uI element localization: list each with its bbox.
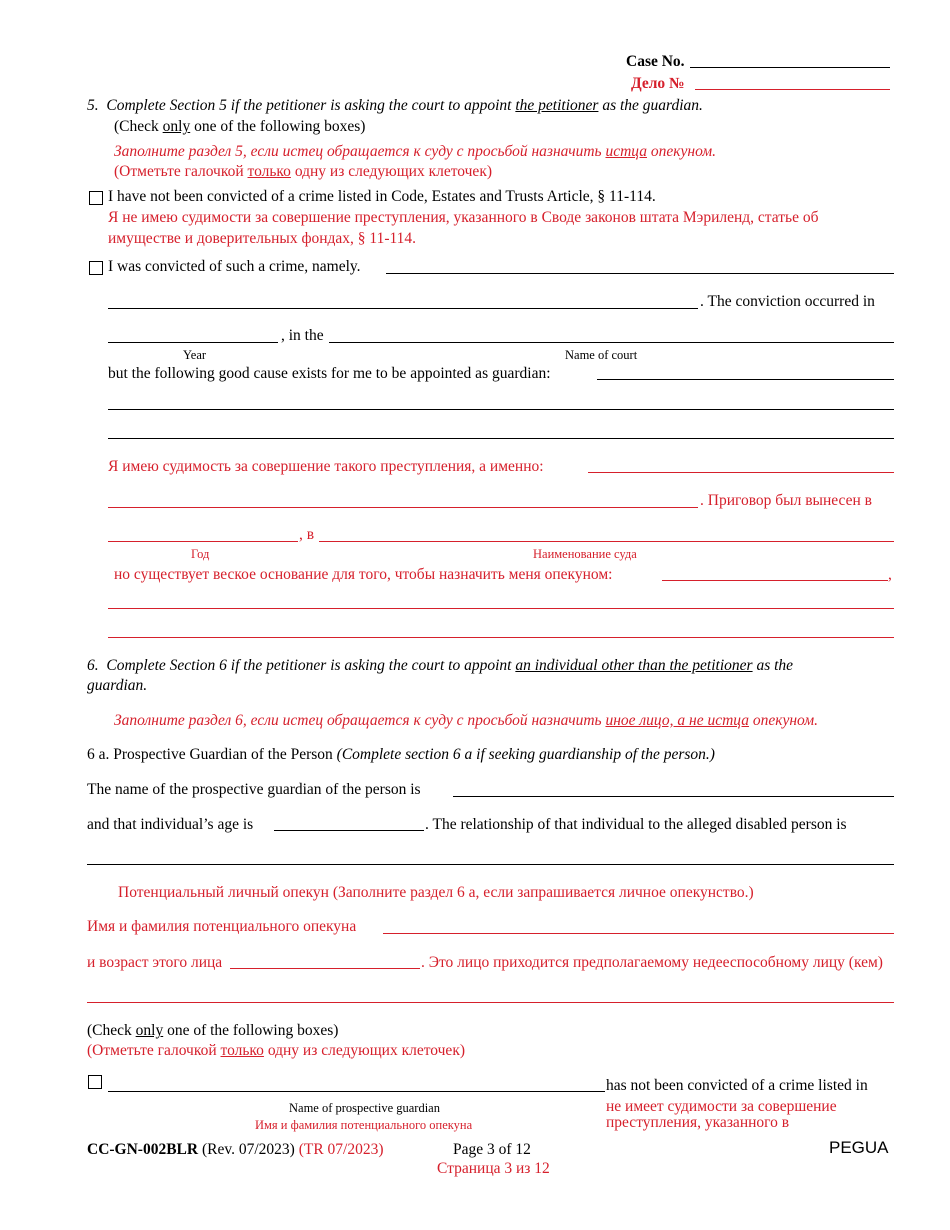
prospective-guardian-caption: Name of prospective guardian: [289, 1101, 440, 1115]
option-not-convicted-text: I have not been convicted of a crime listed in Code, Estates and Trusts Article, § 11-114.: [108, 188, 656, 205]
guardian-not-convicted-ru-1: не имеет судимости за совершение: [606, 1098, 837, 1115]
section5-check-note-ru: (Отметьте галочкой только одну из следующих клеточек): [114, 163, 493, 180]
conviction-year-field[interactable]: [108, 342, 278, 343]
section5-number: 5.: [87, 97, 99, 114]
relationship-field[interactable]: [87, 864, 894, 865]
section6-instruction-ru: Заполните раздел 6, если истец обращается к суду с просьбой назначить иное лицо, а не истца опекуном.: [114, 712, 818, 729]
prospective-guardian-caption-ru: Имя и фамилия потенциального опекуна: [255, 1118, 473, 1132]
option-was-convicted-text: I was convicted of such a crime, namely.: [108, 258, 361, 275]
ru-sentence-label: . Приговор был вынесен в: [700, 492, 872, 509]
guardian-name-label-ru: Имя и фамилия потенциального опекуна: [87, 918, 357, 935]
section6-number: 6.: [87, 657, 99, 674]
ru-comma: ,: [888, 566, 892, 583]
good-cause-field-3[interactable]: [108, 438, 894, 439]
footer-form-code: PEGUA: [829, 1138, 889, 1157]
guardian-name-field[interactable]: [453, 796, 894, 797]
ru-year-field[interactable]: [108, 541, 298, 542]
guardian-name-field-ru[interactable]: [383, 933, 894, 934]
guardian-not-convicted-text: has not been convicted of a crime listed in: [606, 1077, 868, 1094]
guardian-age-label-ru: и возраст этого лица: [87, 954, 223, 971]
checkbox-guardian-not-convicted[interactable]: [88, 1075, 102, 1089]
crime-field-cont[interactable]: [108, 308, 698, 309]
relationship-label: . The relationship of that individual to the alleged disabled person is: [425, 816, 847, 833]
checkbox-was-convicted[interactable]: [89, 261, 103, 275]
section6-instruction: 6. Complete Section 6 if the petitioner is asking the court to appoint an individual other than the petitioner as the: [87, 657, 794, 674]
good-cause-field[interactable]: [597, 379, 894, 380]
case-no-label-ru: Дело №: [631, 75, 685, 92]
ru-good-cause-field-2[interactable]: [108, 608, 894, 609]
in-the-label: , in the: [281, 327, 324, 344]
guardian-name-label: The name of the prospective guardian of the person is: [87, 781, 421, 798]
relationship-label-ru: . Это лицо приходится предполагаемому недееспособному лицу (кем): [421, 954, 883, 971]
ru-crime-field[interactable]: [588, 472, 894, 473]
ru-court-caption: Наименование суда: [533, 547, 637, 561]
ru-crime-field-cont[interactable]: [108, 507, 698, 508]
guardian-age-field-ru[interactable]: [230, 968, 420, 969]
ru-in-label: , в: [299, 526, 315, 543]
court-name-field[interactable]: [329, 342, 894, 343]
year-caption: Year: [183, 348, 207, 362]
court-caption: Name of court: [565, 348, 638, 362]
section5-check-note: (Check only one of the following boxes): [114, 118, 366, 135]
case-no-label: Case No.: [626, 53, 685, 70]
section5-instruction-ru: Заполните раздел 5, если истец обращается к суду с просьбой назначить истца опекуном.: [114, 143, 717, 160]
section5-instruction: 5. Complete Section 5 if the petitioner is asking the court to appoint the petitioner as the guardian.: [87, 97, 703, 114]
guardian-age-label: and that individual’s age is: [87, 816, 254, 833]
footer-page-number-ru: Страница 3 из 12: [437, 1160, 550, 1177]
section6a-heading: 6 a. Prospective Guardian of the Person (Complete section 6 a if seeking guardianship of the person.): [87, 746, 715, 763]
relationship-field-ru[interactable]: [87, 1002, 894, 1003]
case-no-field-ru[interactable]: [695, 89, 890, 90]
good-cause-field-2[interactable]: [108, 409, 894, 410]
option-not-convicted-ru-1: Я не имею судимости за совершение преступления, указанного в Своде законов штата Мэриленд, статье об: [108, 209, 819, 226]
good-cause-label: but the following good cause exists for me to be appointed as guardian:: [108, 365, 551, 382]
checkbox-not-convicted[interactable]: [89, 191, 103, 205]
ru-good-cause-field[interactable]: [662, 580, 888, 581]
ru-court-field[interactable]: [319, 541, 894, 542]
option-not-convicted-ru-2: имуществе и доверительных фондах, § 11-114.: [108, 230, 417, 247]
footer-form-id: CC-GN-002BLR (Rev. 07/2023) (TR 07/2023): [87, 1141, 384, 1158]
ru-convicted-label: Я имею судимость за совершение такого преступления, а именно:: [108, 458, 544, 475]
section6-check-note-ru: (Отметьте галочкой только одну из следующих клеточек): [87, 1042, 466, 1059]
conviction-occurred-label: . The conviction occurred in: [700, 293, 875, 310]
ru-good-cause-field-3[interactable]: [108, 637, 894, 638]
ru-good-cause-label: но существует веское основание для того, чтобы назначить меня опекуном:: [114, 566, 613, 583]
crime-field[interactable]: [386, 273, 894, 274]
guardian-not-convicted-ru-2: преступления, указанного в: [606, 1114, 790, 1131]
case-no-field[interactable]: [690, 67, 890, 68]
ru-year-caption: Год: [191, 547, 210, 561]
section6a-heading-ru: Потенциальный личный опекун (Заполните раздел 6 а, если запрашивается личное опекунство.): [118, 884, 754, 901]
footer-page-number: Page 3 of 12: [453, 1141, 531, 1158]
section6-check-note: (Check only one of the following boxes): [87, 1022, 339, 1039]
guardian-age-field[interactable]: [274, 830, 424, 831]
section6-instruction-line2: guardian.: [87, 677, 148, 694]
prospective-guardian-name-field[interactable]: [108, 1091, 605, 1092]
